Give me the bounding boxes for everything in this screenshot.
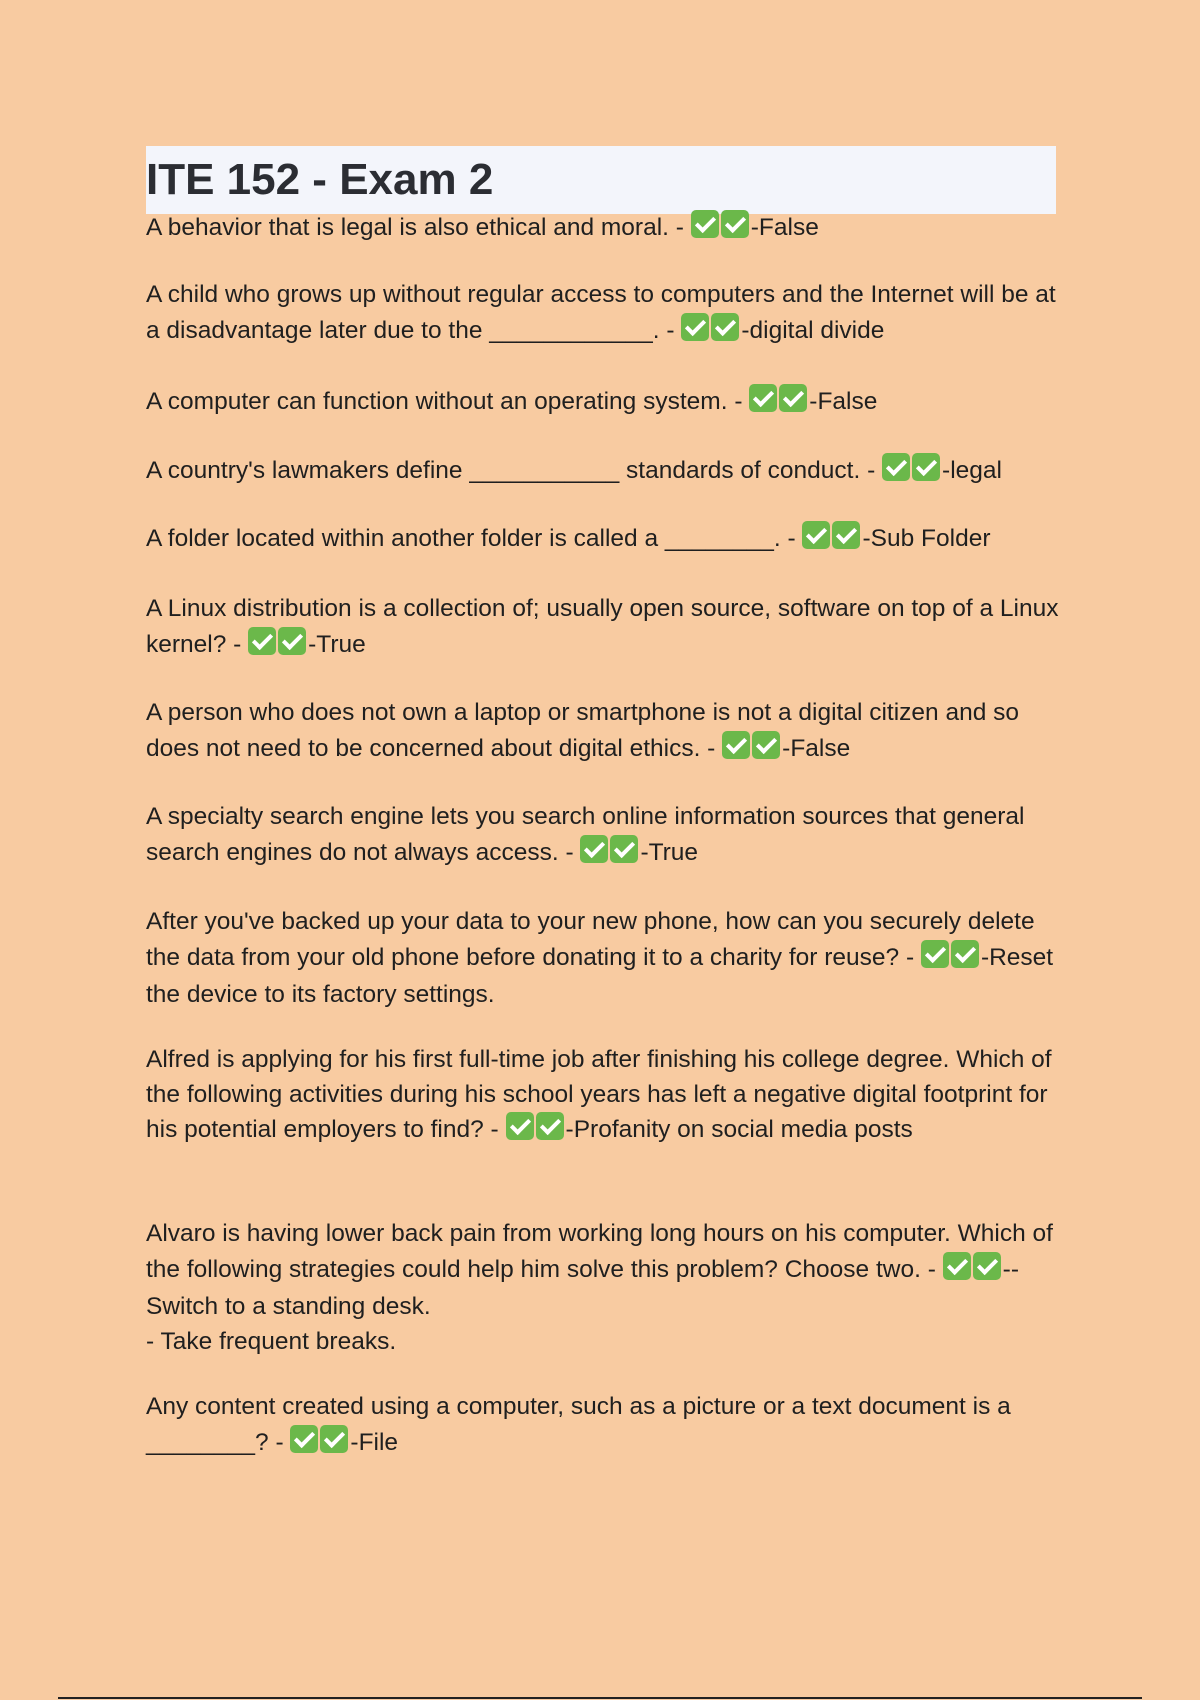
answer-text: -- Switch to a standing desk. (146, 1255, 1019, 1320)
check-mark-icon (536, 1112, 564, 1140)
check-mark-icon (802, 521, 830, 549)
question-text: Alvaro is having lower back pain from working long hours on his computer. Which of the following strategies could help him solve this problem? Choose two. - (146, 1220, 1053, 1283)
qa-item (146, 1217, 1066, 1359)
check-mark-icon (721, 210, 749, 238)
answer-text-continued: - Take frequent breaks. (146, 1327, 397, 1355)
check-mark-icon (779, 384, 807, 412)
answer-text: -False (809, 388, 878, 415)
check-mark-icon (248, 627, 276, 655)
check-mark-icon (749, 384, 777, 412)
check-mark-icon (943, 1252, 971, 1280)
qa-item (146, 905, 1066, 1013)
check-mark-icon (973, 1252, 1001, 1280)
check-mark-icon (691, 210, 719, 238)
answer-check-marks (921, 940, 981, 979)
check-mark-icon (752, 731, 780, 759)
check-mark-icon (921, 940, 949, 968)
answer-text: -Profanity on social media posts (565, 1116, 913, 1143)
answer-check-marks (290, 1425, 350, 1464)
answer-check-marks (248, 627, 308, 666)
answer-check-marks (802, 521, 862, 560)
check-mark-icon (290, 1425, 318, 1453)
question-text: Any content created using a computer, such as a picture or a text document is a ________? - (146, 1393, 1011, 1456)
answer-check-marks (691, 210, 751, 249)
answer-check-marks (681, 313, 741, 352)
qa-item (146, 696, 1066, 769)
answer-check-marks (722, 731, 782, 770)
question-text: A child who grows up without regular access to computers and the Internet will be at a disadvantage later due to the ____________. - (146, 281, 1056, 344)
check-mark-icon (506, 1112, 534, 1140)
answer-check-marks (749, 384, 809, 423)
qa-item (146, 800, 1066, 873)
check-mark-icon (580, 835, 608, 863)
check-mark-icon (711, 313, 739, 341)
check-mark-icon (951, 940, 979, 968)
question-text: After you've backed up your data to your new phone, how can you securely delete the data from your old phone before donating it to a charity for reuse? - (146, 908, 1035, 971)
qa-item (146, 1390, 1066, 1463)
check-mark-icon (882, 453, 910, 481)
qa-item (146, 384, 1066, 423)
question-text: A behavior that is legal is also ethical and moral. - (146, 214, 684, 241)
answer-text: -Sub Folder (862, 525, 991, 552)
qa-item (146, 1043, 1066, 1151)
answer-text: -False (782, 734, 851, 762)
answer-text: -True (640, 838, 699, 866)
check-mark-icon (610, 835, 638, 863)
check-mark-icon (278, 627, 306, 655)
answer-text: -True (308, 630, 366, 658)
answer-check-marks (580, 835, 640, 874)
answer-check-marks (943, 1252, 1003, 1291)
qa-item (146, 453, 1066, 492)
answer-text: -legal (942, 457, 1002, 484)
check-mark-icon (320, 1425, 348, 1453)
question-text: A specialty search engine lets you search online information sources that general search engines do not always access. - (146, 803, 1025, 866)
check-mark-icon (912, 453, 940, 481)
answer-check-marks (882, 453, 942, 492)
answer-text: -False (750, 214, 819, 241)
check-mark-icon (722, 731, 750, 759)
page-bottom-rule (58, 1697, 1142, 1699)
qa-item (146, 521, 1066, 560)
qa-item (146, 278, 1066, 351)
question-text: Alfred is applying for his first full-time job after finishing his college degree. Which of the following activities during his school years has left a negative digital footprint for his potential employers to find? - (146, 1046, 1052, 1143)
check-mark-icon (832, 521, 860, 549)
qa-item (146, 210, 1066, 249)
question-text: A person who does not own a laptop or smartphone is not a digital citizen and so does not need to be concerned about digital ethics. - (146, 699, 1020, 762)
answer-text: -Reset the device to its factory settings. (146, 943, 1054, 1008)
question-text: A computer can function without an operating system. - (146, 388, 743, 415)
qa-item (146, 592, 1066, 665)
answer-text: -File (350, 1428, 399, 1456)
document-title: ITE 152 - Exam 2 (146, 155, 494, 204)
question-text: A country's lawmakers define ___________ standards of conduct. - (146, 457, 876, 484)
answer-text: -digital divide (741, 316, 885, 344)
check-mark-icon (681, 313, 709, 341)
question-text: A Linux distribution is a collection of; usually open source, software on top of a Linux kernel? - (146, 595, 1059, 658)
question-text: A folder located within another folder is called a ________. - (146, 525, 796, 552)
answer-check-marks (506, 1112, 566, 1151)
